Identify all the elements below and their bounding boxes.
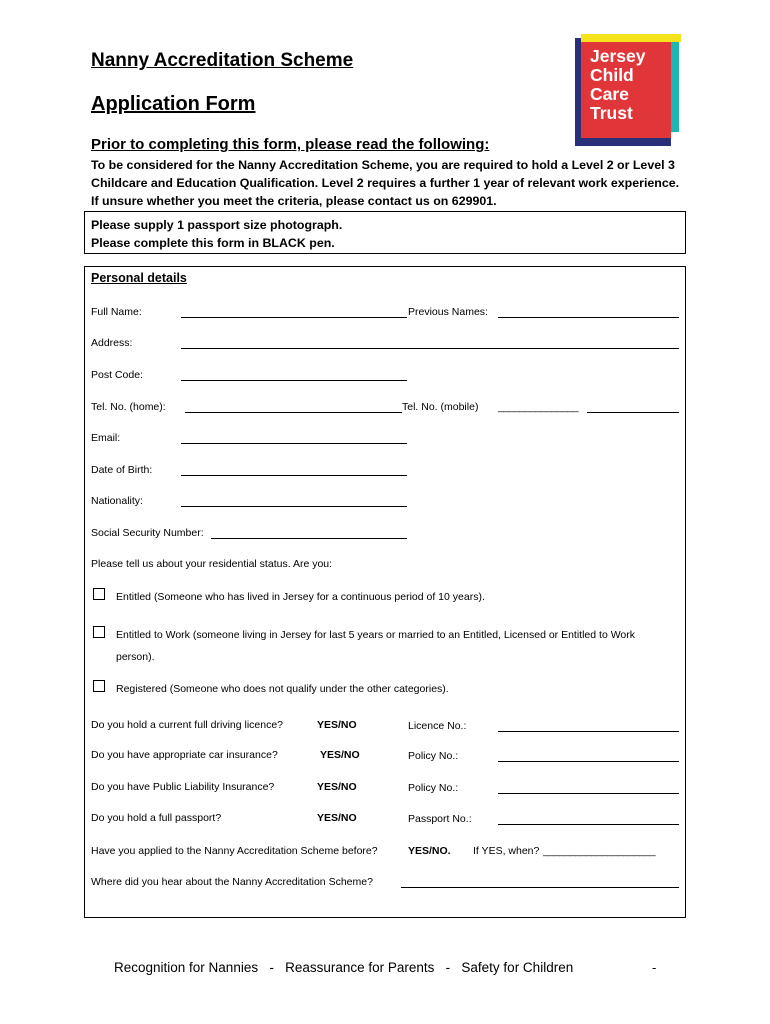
car-insurance-question: Do you have appropriate car insurance? <box>91 749 278 761</box>
registered-checkbox[interactable] <box>93 680 105 692</box>
car-insurance-yes-no[interactable]: YES/NO <box>320 749 360 761</box>
logo-teal-bar <box>671 42 679 132</box>
tel-home-field[interactable] <box>185 412 402 413</box>
dob-label: Date of Birth: <box>91 464 153 476</box>
passport-no-field[interactable] <box>498 824 679 825</box>
logo-yellow-bar <box>581 34 681 42</box>
personal-details-heading: Personal details <box>91 271 187 285</box>
nationality-label: Nationality: <box>91 495 143 507</box>
tel-mobile-label: Tel. No. (mobile) <box>402 401 479 413</box>
logo-navy-bar-bottom <box>575 138 671 146</box>
notes-box <box>84 211 686 254</box>
address-label: Address: <box>91 337 133 349</box>
residential-question: Please tell us about your residential status. Are you: <box>91 558 333 570</box>
liability-policy-no-label: Policy No.: <box>408 782 459 794</box>
footer-tagline: Recognition for Nannies - Reassurance for Parents - Safety for Children <box>114 960 574 975</box>
entitled-to-work-option-label: Entitled to Work (someone living in Jersey for last 5 years or married to an Entitled, Licensed or Entitled to Work person). <box>116 629 636 663</box>
note-black-pen: Please complete this form in BLACK pen. <box>91 236 335 250</box>
logo-word: Care <box>590 84 629 104</box>
address-field[interactable] <box>181 348 679 349</box>
post-code-field[interactable] <box>181 380 407 381</box>
previous-names-field[interactable] <box>498 317 679 318</box>
passport-no-label: Passport No.: <box>408 813 472 825</box>
ssn-label: Social Security Number: <box>91 527 204 539</box>
full-name-field[interactable] <box>181 317 407 318</box>
jersey-child-care-trust-logo <box>575 34 681 146</box>
intro-paragraph: To be considered for the Nanny Accreditation Scheme, you are required to hold a Level 2 or Level 3 Childcare and Education Qualification. Level 2 requires a further 1 year of relevant work experience. If unsure whether you meet the criteria, please contact us on 629901. <box>91 158 680 208</box>
email-label: Email: <box>91 432 121 444</box>
car-policy-no-field[interactable] <box>498 761 679 762</box>
email-field[interactable] <box>181 443 407 444</box>
applied-when-label: If YES, when? <box>473 845 540 857</box>
logo-red-panel <box>581 42 671 138</box>
logo-word: Child <box>590 65 634 85</box>
applied-before-question: Have you applied to the Nanny Accreditation Scheme before? <box>91 845 378 857</box>
passport-question: Do you hold a full passport? <box>91 812 222 824</box>
form-title: Application Form <box>91 93 256 115</box>
entitled-checkbox[interactable] <box>93 588 105 600</box>
applied-before-yes-no[interactable]: YES/NO. <box>408 845 451 857</box>
driving-licence-question: Do you hold a current full driving licence? <box>91 719 284 731</box>
liability-insurance-yes-no[interactable]: YES/NO <box>317 781 357 793</box>
tel-mobile-field[interactable] <box>587 412 679 413</box>
footer-trailing-dash: - <box>652 960 657 975</box>
driving-licence-yes-no[interactable]: YES/NO <box>317 719 357 731</box>
registered-option-label: Registered (Someone who does not qualify under the other categories). <box>116 683 449 695</box>
car-policy-no-label: Policy No.: <box>408 750 459 762</box>
tel-home-label: Tel. No. (home): <box>91 401 166 413</box>
full-name-label: Full Name: <box>91 306 142 318</box>
dob-field[interactable] <box>181 475 407 476</box>
liability-insurance-question: Do you have Public Liability Insurance? <box>91 781 275 793</box>
heard-about-question: Where did you hear about the Nanny Accreditation Scheme? <box>91 876 373 888</box>
entitled-to-work-checkbox[interactable] <box>93 626 105 638</box>
licence-no-field[interactable] <box>498 731 679 732</box>
logo-word: Jersey <box>590 46 646 66</box>
note-photograph: Please supply 1 passport size photograph. <box>91 218 343 232</box>
previous-names-label: Previous Names: <box>408 306 488 318</box>
tel-mobile-dashes: _______________ <box>498 401 579 413</box>
intro-heading: Prior to completing this form, please read the following: <box>91 136 490 153</box>
liability-policy-no-field[interactable] <box>498 793 679 794</box>
passport-yes-no[interactable]: YES/NO <box>317 812 357 824</box>
heard-about-field[interactable] <box>401 887 679 888</box>
entitled-option-label: Entitled (Someone who has lived in Jersey for a continuous period of 10 years). <box>116 591 485 603</box>
logo-word: Trust <box>590 103 633 123</box>
nationality-field[interactable] <box>181 506 407 507</box>
ssn-field[interactable] <box>211 538 407 539</box>
scheme-title: Nanny Accreditation Scheme <box>91 50 354 71</box>
licence-no-label: Licence No.: <box>408 720 467 732</box>
applied-when-field[interactable]: _____________________ <box>543 845 656 857</box>
post-code-label: Post Code: <box>91 369 143 381</box>
